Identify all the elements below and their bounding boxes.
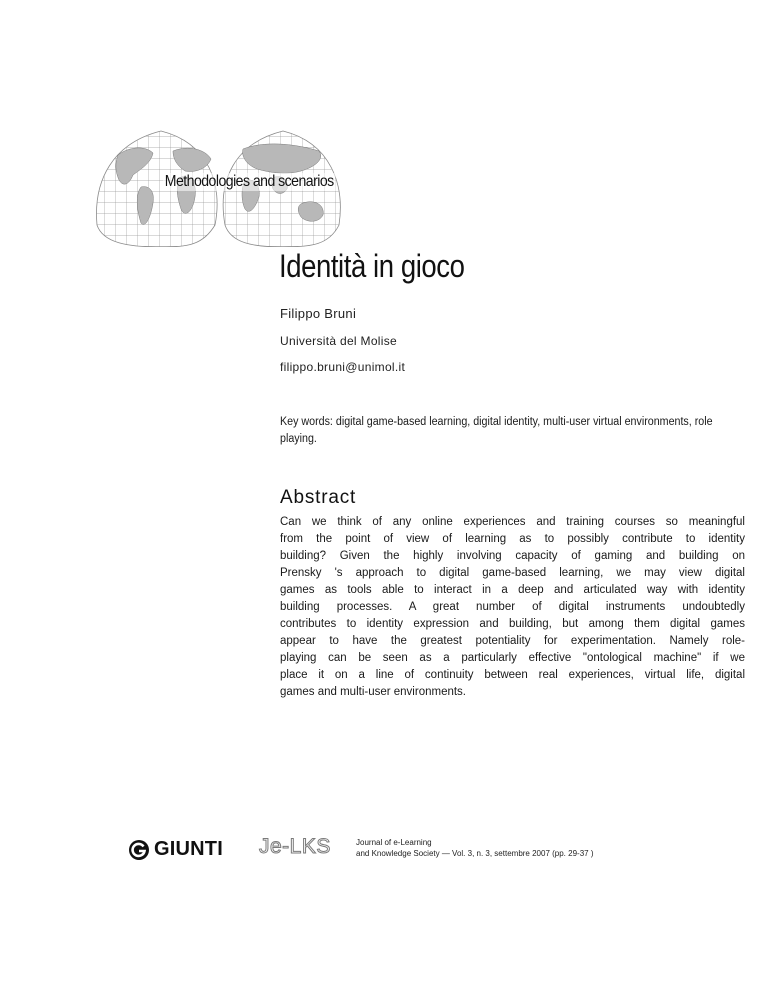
abstract-line: games and multi-user environments.	[280, 686, 466, 698]
abstract-heading: Abstract	[280, 487, 357, 508]
abstract-line: appear to have the greatest potentiality for experimentation. Namely role-	[280, 635, 745, 647]
abstract-line: building processes. A great number of digital instruments undoubtedly	[280, 601, 745, 613]
keywords-text: Key words: digital game-based learning, digital identity, multi-user virtual environments, role playing.	[280, 416, 713, 445]
abstract-line: playing can be seen as a particularly effective "ontological machine" if we	[280, 652, 745, 664]
journal-name: Journal of e-Learning	[356, 838, 432, 847]
abstract-line: from the point of view of learning as to possibly contribute to identity	[280, 533, 745, 545]
author-affiliation: Università del Molise	[280, 334, 398, 348]
abstract-line: Can we think of any online experiences and training courses so meaningful	[280, 516, 745, 528]
abstract-line: place it on a line of continuity between real experiences, virtual life, digital	[280, 669, 745, 681]
author-name: Filippo Bruni	[280, 306, 357, 321]
article-title: Identità in gioco	[279, 248, 465, 284]
keywords	[280, 414, 746, 448]
publisher-name: GIUNTI	[154, 838, 223, 860]
journal-volume: and Knowledge Society — Vol. 3, n. 3, settembre 2007 (pp. 29-37 )	[356, 849, 594, 858]
giunti-g-icon	[128, 839, 150, 861]
abstract-line: Prensky 's approach to digital game-based learning, we may view digital	[280, 567, 745, 579]
abstract-line: games as tools able to interact in a deep and articulated way with identity	[280, 584, 745, 596]
abstract-body	[280, 514, 745, 701]
section-label: Methodologies and scenarios	[164, 173, 334, 190]
abstract-line: building? Given the highly involving capacity of gaming and building on	[280, 550, 745, 562]
author-email: filippo.bruni@unimol.it	[280, 360, 406, 374]
journal-citation	[356, 837, 593, 859]
journal-logo: Je-LKS	[259, 835, 331, 858]
publisher-logo	[128, 838, 223, 861]
abstract-line: contributes to identity expression and building, but among them digital games	[280, 618, 745, 630]
